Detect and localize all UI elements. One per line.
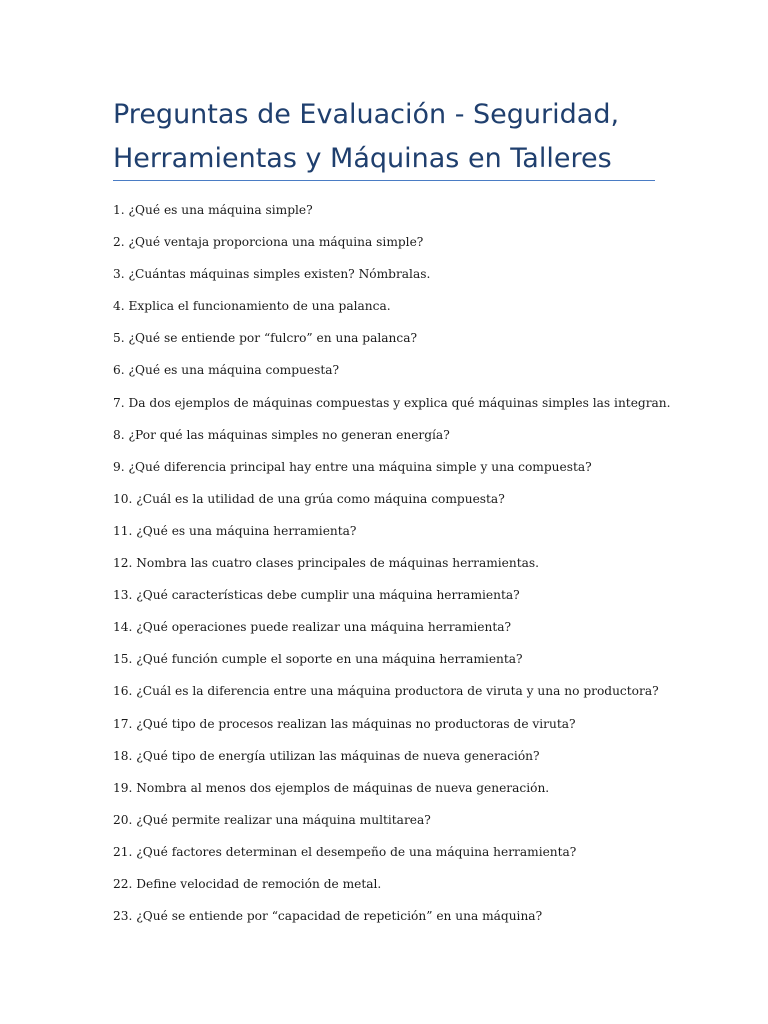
document-title: Preguntas de Evaluación - Seguridad, Herramientas y Máquinas en Talleres — [113, 99, 620, 174]
title-underline-divider — [113, 180, 655, 181]
question-item: 10. ¿Cuál es la utilidad de una grúa como máquina compuesta? — [113, 491, 505, 506]
question-item: 20. ¿Qué permite realizar una máquina multitarea? — [113, 812, 431, 827]
question-item: 21. ¿Qué factores determinan el desempeño de una máquina herramienta? — [113, 844, 577, 859]
question-item: 7. Da dos ejemplos de máquinas compuestas y explica qué máquinas simples las integran. — [113, 395, 671, 410]
question-item: 1. ¿Qué es una máquina simple? — [113, 203, 313, 217]
question-item: 15. ¿Qué función cumple el soporte en una máquina herramienta? — [113, 652, 523, 667]
question-item: 12. Nombra las cuatro clases principales de máquinas herramientas. — [113, 556, 540, 571]
question-item: 11. ¿Qué es una máquina herramienta? — [113, 523, 357, 538]
question-item: 9. ¿Qué diferencia principal hay entre una máquina simple y una compuesta? — [113, 459, 592, 474]
question-item: 6. ¿Qué es una máquina compuesta? — [113, 363, 340, 378]
question-item: 16. ¿Cuál es la diferencia entre una máquina productora de viruta y una no productora? — [113, 684, 659, 699]
question-item: 2. ¿Qué ventaja proporciona una máquina simple? — [113, 235, 424, 250]
question-item: 14. ¿Qué operaciones puede realizar una máquina herramienta? — [113, 620, 512, 635]
question-item: 13. ¿Qué características debe cumplir una máquina herramienta? — [113, 588, 520, 603]
question-item: 8. ¿Por qué las máquinas simples no generan energía? — [113, 427, 450, 442]
question-item: 3. ¿Cuántas máquinas simples existen? Nómbralas. — [113, 267, 431, 282]
question-item: 4. Explica el funcionamiento de una palanca. — [113, 299, 391, 314]
question-item: 23. ¿Qué se entiende por “capacidad de repetición” en una máquina? — [113, 909, 543, 924]
question-item: 19. Nombra al menos dos ejemplos de máquinas de nueva generación. — [113, 780, 550, 795]
question-item: 5. ¿Qué se entiende por “fulcro” en una palanca? — [113, 331, 418, 346]
question-item: 22. Define velocidad de remoción de metal. — [113, 876, 382, 891]
question-item: 17. ¿Qué tipo de procesos realizan las máquinas no productoras de viruta? — [113, 716, 576, 731]
question-list — [113, 199, 713, 937]
question-item: 18. ¿Qué tipo de energía utilizan las máquinas de nueva generación? — [113, 748, 540, 763]
